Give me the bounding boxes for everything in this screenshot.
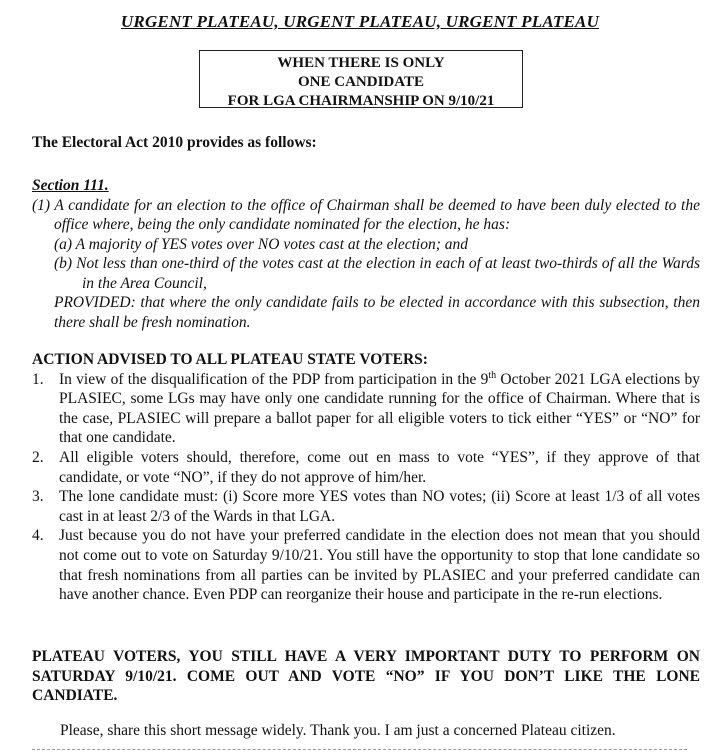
headline-line-1: WHEN THERE IS ONLY	[277, 55, 445, 71]
section-clause-1: (1) A candidate for an election to the office of Chairman shall be deemed to have been duly elected to the office where, being the only candidate nominated for the election, he has:	[32, 196, 700, 233]
action-item	[32, 448, 700, 487]
action-item	[32, 526, 700, 604]
headline-box	[199, 50, 523, 108]
section-item-b: (b) Not less than one-third of the votes cast at the election in each of at least two-thirds of all the Wards in the Area Council,	[54, 255, 700, 292]
page-title: URGENT PLATEAU, URGENT PLATEAU, URGENT PLATEAU	[120, 12, 600, 31]
section-111	[32, 176, 700, 332]
action-item-text: In view of the disqualification of the PDP from participation in the 9	[59, 370, 489, 388]
superscript: th	[488, 369, 497, 381]
action-item	[32, 370, 700, 448]
closing-call-to-action: PLATEAU VOTERS, YOU STILL HAVE A VERY IMPORTANT DUTY TO PERFORM ON SATURDAY 9/10/21. COME OUT AND VOTE “NO” IF YOU DON’T LIKE THE LONE CANDIATE.	[32, 648, 700, 704]
action-item-number: 1.	[32, 370, 44, 388]
bottom-divider	[32, 749, 687, 750]
action-item-text: Just because you do not have your preferred candidate in the election does not mean that you should not come out to vote on Saturday 9/10/21. You still have the opportunity to stop that lone candidate so that fresh nominations from all parties can be invited by PLASIEC and your preferred candidate can have another chance. Even PDP can reorganize their house and participate in the re-run elections.	[59, 527, 700, 604]
action-item-text: The lone candidate must: (i) Score more YES votes than NO votes; (ii) Score at least 1/3 of all votes cast in at least 2/3 of the Wards in that LGA.	[59, 488, 700, 525]
section-heading: Section 111.	[32, 177, 109, 194]
action-item-number: 2.	[32, 448, 44, 466]
headline-line-2: ONE CANDIDATE	[298, 74, 424, 90]
action-item-number: 3.	[32, 488, 44, 506]
section-item-a: (a) A majority of YES votes over NO votes cast at the election; and	[54, 235, 468, 253]
action-item-text: All eligible voters should, therefore, come out en mass to vote “YES”, if they approve of that candidate, or vote “NO”, if they do not approve of him/her.	[59, 448, 700, 486]
section-proviso: PROVIDED: that where the only candidate fails to be elected in accordance with this subsection, then there shall be fresh nomination.	[54, 294, 700, 331]
action-item-text-cont: October 2021 LGA elections by PLASIEC, some LGs may have only one candidate running for the office of Chairman. Where that is the case, PLASIEC will prepare a ballot paper for all eligible voters to tick either “YES” or “NO” for that one candidate.	[59, 370, 700, 447]
headline-line-3: FOR LGA CHAIRMANSHIP ON 9/10/21	[227, 93, 495, 109]
action-item-number: 4.	[32, 527, 44, 545]
action-item	[32, 487, 700, 526]
footer-note: Please, share this short message widely. Thank you. I am just a concerned Plateau citizen.	[60, 722, 616, 739]
intro-text: The Electoral Act 2010 provides as follows:	[32, 134, 317, 151]
action-advice	[32, 350, 700, 605]
action-list	[32, 370, 700, 605]
action-heading: ACTION ADVISED TO ALL PLATEAU STATE VOTERS:	[32, 351, 428, 368]
